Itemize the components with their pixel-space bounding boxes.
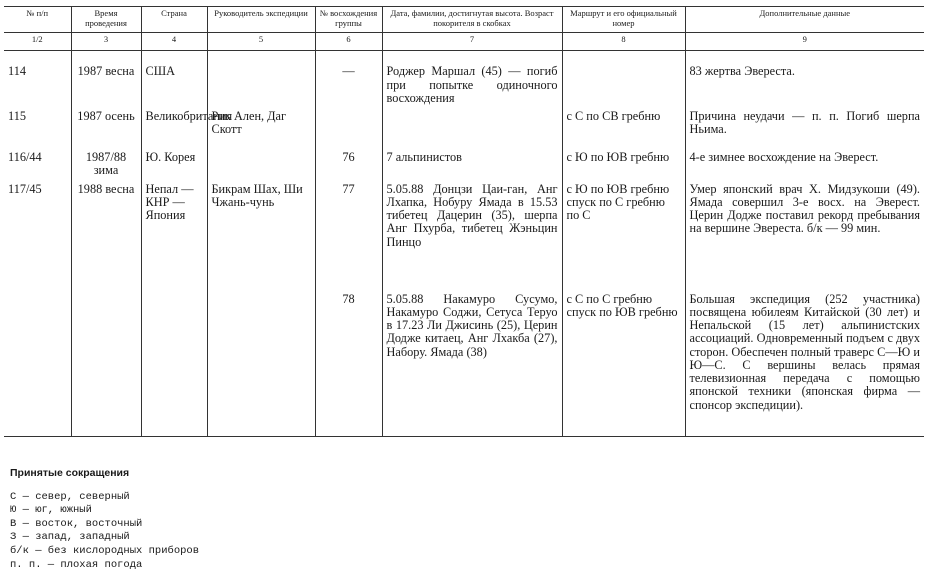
col-number: 8	[562, 32, 685, 51]
cell-leader	[207, 51, 315, 109]
cell-country	[141, 292, 207, 437]
cell-route: с С по СВ гребню	[562, 109, 685, 150]
ascents-table	[4, 6, 924, 437]
cell-group: —	[315, 51, 382, 109]
cell-number: 115	[8, 109, 26, 124]
cell-leader	[207, 292, 315, 437]
cell-time: 1988 весна	[71, 182, 141, 292]
abbreviations-title: Принятые сокращения	[10, 467, 130, 479]
cell-group: 77	[315, 182, 382, 292]
cell-extra: 83 жертва Эвереста.	[685, 51, 924, 109]
cell-extra: Причина неудачи — п. п. Погиб шерпа Ньима.	[685, 109, 924, 150]
abbreviation-item: п. п. — плохая погода	[10, 558, 143, 571]
col-header: Страна	[141, 7, 207, 33]
cell-leader: Бикрам Шах, Ши Чжань-чунь	[207, 182, 315, 292]
table-row	[4, 150, 924, 182]
column-number-row	[4, 32, 924, 51]
col-number: 9	[685, 32, 924, 51]
cell-extra: Большая экспедиция (252 участника) посвящена юбилеям Китайской (30 лет) и Непальской (15 лет) альпинистских ассоциаций. Одновременный подъем с двух сторон. Обеспечен полный траверс С—Ю и Ю—С. С вершины велась прямая телевизионная передача с помощью японской техники (японская фирма — спонсор экспедиции).	[685, 292, 924, 437]
col-header: Руководитель экспедиции	[207, 7, 315, 33]
cell-group	[315, 109, 382, 150]
col-header: № п/п	[4, 7, 71, 33]
col-header: Дополнительные данные	[685, 7, 924, 33]
cell-group: 76	[315, 150, 382, 182]
cell-country: Великобритания	[141, 109, 207, 150]
col-header: Дата, фамилии, достигнутая высота. Возраст покорителя в скобках	[382, 7, 562, 33]
cell-number: 117/45	[8, 181, 42, 196]
table-row	[4, 182, 924, 292]
cell-details: 5.05.88 Донцзи Цаи-ган, Анг Лхапка, Нобуру Ямада в 15.53 тибетец Дацерин (35), шерпа Анг Пхурба, тибетец Жэньцин Пинцо	[382, 182, 562, 292]
abbreviations-legend	[10, 467, 199, 572]
cell-country: США	[141, 51, 207, 109]
cell-route: с С по С гребню спуск по ЮВ гребню	[562, 292, 685, 437]
abbreviation-item: б/к — без кислородных приборов	[10, 544, 200, 557]
cell-group: 78	[315, 292, 382, 437]
abbreviation-item: С — север, северный	[10, 490, 130, 503]
col-header: Маршрут и его официальный номер	[562, 7, 685, 33]
cell-country: Непал — КНР — Япония	[141, 182, 207, 292]
col-number: 5	[207, 32, 315, 51]
cell-extra: 4-е зимнее восхождение на Эверест.	[685, 150, 924, 182]
cell-details	[382, 109, 562, 150]
col-header: № восхождения группы	[315, 7, 382, 33]
cell-leader	[207, 150, 315, 182]
col-number: 4	[141, 32, 207, 51]
cell-route: с Ю по ЮВ гребню спуск по С гребню по С	[562, 182, 685, 292]
cell-route	[562, 51, 685, 109]
cell-number	[4, 292, 71, 437]
col-number: 1/2	[4, 32, 71, 51]
table-row	[4, 109, 924, 150]
cell-leader: Рик Ален, Даг Скотт	[207, 109, 315, 150]
cell-time: 1987 весна	[71, 51, 141, 109]
cell-route: с Ю по ЮВ гребню	[562, 150, 685, 182]
cell-details: Роджер Маршал (45) — погиб при попытке одиночного восхождения	[382, 51, 562, 109]
abbreviation-item: В — восток, восточный	[10, 517, 143, 530]
cell-details: 5.05.88 Накамуро Сусумо, Накамуро Соджи, Сетуса Теруо в 17.23 Ли Джисинь (25), Церин Додже китаец, Анг Лхакба (27), Набору. Ямада (38)	[382, 292, 562, 437]
header-row	[4, 7, 924, 33]
col-header: Время проведения	[71, 7, 141, 33]
col-number: 6	[315, 32, 382, 51]
cell-time: 1987/88 зима	[71, 150, 141, 182]
table-row	[4, 292, 924, 437]
cell-number: 116/44	[8, 150, 42, 165]
col-number: 3	[71, 32, 141, 51]
cell-number: 114	[8, 64, 26, 79]
col-number: 7	[382, 32, 562, 51]
table-row	[4, 51, 924, 109]
abbreviation-item: Ю — юг, южный	[10, 504, 92, 517]
cell-country: Ю. Корея	[141, 150, 207, 182]
cell-details: 7 альпинистов	[382, 150, 562, 182]
cell-time	[71, 292, 141, 437]
cell-time: 1987 осень	[71, 109, 141, 150]
abbreviation-item: З — запад, западный	[10, 531, 130, 544]
cell-extra: Умер японский врач Х. Мидзукоши (49). Ямада совершил 3-е восх. на Эверест. Церин Додже поставил рекорд пребывания на вершине Эвереста. б/к — 99 мин.	[685, 182, 924, 292]
